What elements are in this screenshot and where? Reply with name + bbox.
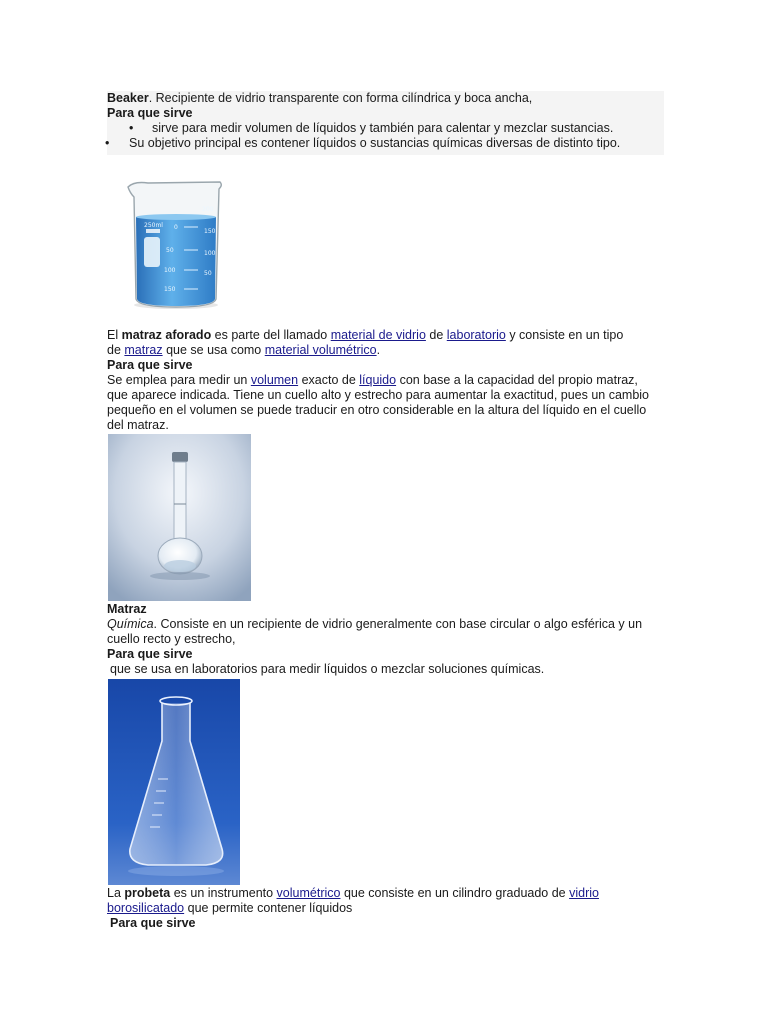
matraz-use: que se usa en laboratorios para medir líquidos o mezclar soluciones químicas. [110,662,545,676]
matraz-term: Matraz [107,602,147,616]
svg-text:50: 50 [166,247,174,254]
bullet-icon: • [129,121,134,135]
matraz-aforado-use-4: del matraz. [107,418,169,432]
probeta-line-2: borosilicatado que permite contener líquidos [107,901,353,915]
link-volumen[interactable]: volumen [250,373,299,387]
link-borosilicatado[interactable]: borosilicatado [107,901,185,915]
link-material-de-vidrio[interactable]: material de vidrio [330,328,426,342]
matraz-aforado-use-1: Se emplea para medir un volumen exacto de líquido con base a la capacidad del propio matraz, [107,373,638,387]
matraz-aforado-use-3: pequeño en el volumen se puede traducir en otro considerable en la altura del líquido en el cuello [107,403,647,417]
svg-text:0: 0 [174,224,178,231]
matraz-aforado-heading: Para que sirve [107,358,193,372]
svg-text:150: 150 [164,286,176,293]
svg-text:250ml: 250ml [144,222,163,229]
link-material-volumetrico[interactable]: material volumétrico [264,343,377,357]
beaker-section [107,91,664,155]
beaker-bullet-1: • sirve para medir volumen de líquidos y también para calentar y mezclar sustancias. [129,121,614,135]
link-liquido[interactable]: líquido [359,373,397,387]
erlenmeyer-flask-illustration [108,679,240,885]
matraz-aforado-section [107,328,667,433]
matraz-aforado-use-2: que aparece indicada. Tiene un cuello alto y estrecho para aumentar la exactitud, pues un cambio [107,388,650,402]
matraz-aforado-line-2: de matraz que se usa como material volumétrico. [107,343,381,357]
probeta-line-1: La probeta es un instrumento volumétrico que consiste en un cilindro graduado de vidrio [107,886,599,900]
probeta-section [107,886,667,931]
beaker-description: . Recipiente de vidrio transparente con forma cilíndrica y boca ancha, [148,91,533,105]
probeta-heading: Para que sirve [110,916,196,930]
link-matraz[interactable]: matraz [124,343,163,357]
beaker-image [124,177,224,310]
matraz-italic: Química [107,617,154,631]
beaker-bullet-2: • Su objetivo principal es contener líquidos o sustancias químicas diversas de distinto tipo. [105,136,621,150]
matraz-definition-2: cuello recto y estrecho, [107,632,236,646]
beaker-term: Beaker [107,91,149,105]
svg-text:200: 200 [202,206,214,213]
volumetric-flask-illustration [108,434,251,601]
link-volumetrico[interactable]: volumétrico [276,886,341,900]
beaker-definition [107,91,664,106]
svg-text:100: 100 [164,267,176,274]
bullet-icon: • [105,136,110,150]
matraz-heading: Para que sirve [107,647,193,661]
svg-text:50: 50 [204,270,212,277]
beaker-heading: Para que sirve [107,106,193,120]
svg-text:150: 150 [204,228,216,235]
matraz-section [107,602,667,677]
beaker-illustration [124,177,224,310]
matraz-aforado-line-1: El matraz aforado es parte del llamado material de vidrio de laboratorio y consiste en un tipo [107,328,624,342]
svg-text:100: 100 [204,250,216,257]
erlenmeyer-flask-image [108,679,240,885]
link-laboratorio[interactable]: laboratorio [446,328,506,342]
matraz-aforado-term: matraz aforado [121,328,212,342]
matraz-definition-1: Química. Consiste en un recipiente de vidrio generalmente con base circular o algo esférica y un [107,617,643,631]
volumetric-flask-image [108,434,251,601]
probeta-term: probeta [124,886,171,900]
document-page [107,91,667,931]
link-vidrio[interactable]: vidrio [569,886,599,900]
